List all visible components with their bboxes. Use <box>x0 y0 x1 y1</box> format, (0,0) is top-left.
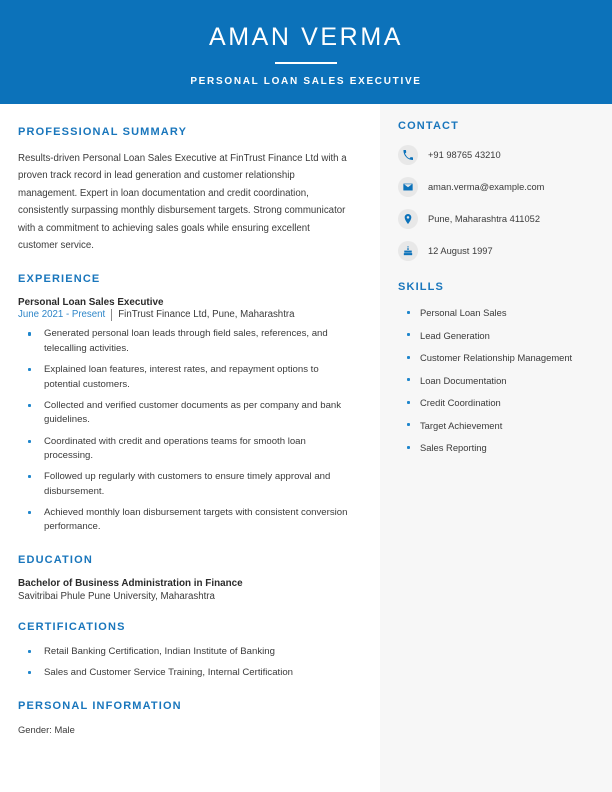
envelope-icon <box>398 177 418 197</box>
section-professional-summary <box>18 126 352 254</box>
education-school: Savitribai Phule Pune University, Maharashtra <box>18 591 215 603</box>
job-bullet: Generated personal loan leads through field sales, references, and telecalling activities. <box>18 327 352 356</box>
job-bullet: Achieved monthly loan disbursement targets with consistent conversion performance. <box>18 506 352 535</box>
section-heading-experience: EXPERIENCE <box>18 273 101 286</box>
job-company: FinTrust Finance Ltd, Pune, Maharashtra <box>118 309 295 321</box>
sidebar-heading-skills: SKILLS <box>398 281 445 293</box>
location-pin-icon <box>398 209 418 229</box>
contact-item-location[interactable] <box>398 209 598 229</box>
contact-item-email[interactable] <box>398 177 598 197</box>
birthday-cake-icon <box>398 241 418 261</box>
education-entry <box>18 578 352 602</box>
job-date-range: June 2021 - Present <box>18 309 106 321</box>
contact-item-birthdate[interactable] <box>398 241 598 261</box>
job-bullet: Coordinated with credit and operations teams for smooth loan processing. <box>18 435 352 464</box>
candidate-job-title: PERSONAL LOAN SALES EXECUTIVE <box>190 75 422 87</box>
skill-item: Lead Generation <box>398 329 598 342</box>
sidebar-section-contact <box>398 120 598 261</box>
section-experience <box>18 273 352 535</box>
experience-entry <box>18 297 352 535</box>
job-title: Personal Loan Sales Executive <box>18 297 164 309</box>
skill-item: Loan Documentation <box>398 374 598 387</box>
summary-text: Results-driven Personal Loan Sales Executive at FinTrust Finance Ltd with a proven track record in lead generation and customer relationship management. Expert in loan documentation and credit coordination, consistently surpassing monthly disbursement targets. Strong communicator with a commitment to achieving sales goals while ensuring excellent customer service. <box>18 153 347 252</box>
personal-info-line: Gender: Male <box>18 723 75 735</box>
section-education <box>18 554 352 602</box>
main-column <box>0 104 380 792</box>
job-meta-separator <box>111 309 112 321</box>
phone-icon <box>398 145 418 165</box>
section-heading-personal-information: PERSONAL INFORMATION <box>18 699 182 712</box>
skill-item: Credit Coordination <box>398 396 598 409</box>
skill-item: Personal Loan Sales <box>398 306 598 319</box>
skill-item: Target Achievement <box>398 419 598 432</box>
resume-header <box>0 0 612 104</box>
contact-birthdate-value: 12 August 1997 <box>428 245 493 256</box>
job-bullet: Collected and verified customer documents as per company and bank guidelines. <box>18 399 352 428</box>
contact-email-value: aman.verma@example.com <box>428 181 545 192</box>
section-personal-information <box>18 700 352 735</box>
job-bullet: Explained loan features, interest rates, and repayment options to potential customers. <box>18 363 352 392</box>
section-heading-education: EDUCATION <box>18 554 93 567</box>
section-certifications <box>18 621 352 681</box>
sidebar-heading-contact: CONTACT <box>398 120 460 132</box>
section-heading-summary: PROFESSIONAL SUMMARY <box>18 126 188 138</box>
job-meta <box>18 309 352 321</box>
contact-location-value: Pune, Maharashtra 411052 <box>428 213 540 224</box>
contact-item-phone[interactable] <box>398 145 598 165</box>
skill-list <box>398 306 598 454</box>
contact-list <box>398 145 598 261</box>
sidebar-section-skills <box>398 281 598 454</box>
header-divider <box>275 62 337 64</box>
certification-item: Sales and Customer Service Training, Internal Certification <box>18 666 352 681</box>
candidate-name: AMAN VERMA <box>208 22 404 51</box>
section-heading-certifications: CERTIFICATIONS <box>18 621 126 634</box>
certification-item: Retail Banking Certification, Indian Institute of Banking <box>18 645 352 660</box>
job-bullet-list <box>18 327 352 535</box>
skill-item: Sales Reporting <box>398 441 598 454</box>
contact-phone-value: +91 98765 43210 <box>428 149 501 160</box>
certification-list <box>18 645 352 681</box>
resume-body <box>0 104 612 792</box>
job-bullet: Followed up regularly with customers to ensure timely approval and disbursement. <box>18 470 352 499</box>
skill-item: Customer Relationship Management <box>398 351 598 364</box>
education-degree: Bachelor of Business Administration in Finance <box>18 578 243 590</box>
sidebar-column <box>380 104 612 792</box>
